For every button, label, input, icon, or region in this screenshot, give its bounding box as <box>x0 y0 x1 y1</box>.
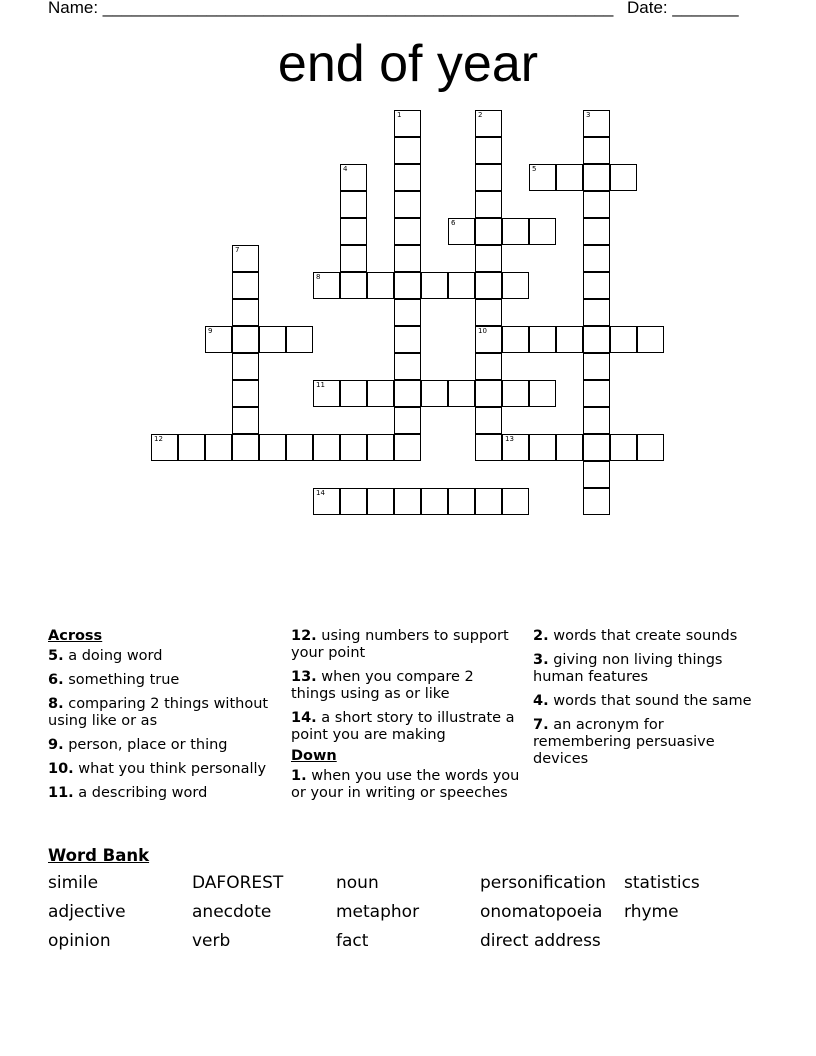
crossword-cell[interactable] <box>529 380 556 407</box>
cell-number: 2 <box>478 111 483 119</box>
crossword-cell[interactable] <box>178 434 205 461</box>
crossword-cell[interactable] <box>502 488 529 515</box>
crossword-cell[interactable] <box>394 326 421 353</box>
word-bank-item: metaphor <box>336 902 420 922</box>
crossword-cell[interactable] <box>502 380 529 407</box>
crossword-cell[interactable] <box>475 218 502 245</box>
crossword-cell[interactable] <box>421 380 448 407</box>
cell-number: 10 <box>478 327 487 335</box>
crossword-cell[interactable] <box>232 299 259 326</box>
clue-across-14 <box>291 710 523 744</box>
crossword-cell[interactable] <box>448 218 475 245</box>
clue-across-6 <box>48 672 278 689</box>
word-bank-heading: Word Bank <box>48 846 150 865</box>
crossword-cell[interactable] <box>394 434 421 461</box>
word-bank-item: simile <box>48 873 99 893</box>
clues-column-2 <box>291 628 523 809</box>
clue-across-8 <box>48 696 278 730</box>
crossword-cell[interactable] <box>637 434 664 461</box>
crossword-cell[interactable] <box>313 434 340 461</box>
crossword-cell[interactable] <box>475 353 502 380</box>
clue-text: when you compare 2 things using as or like <box>291 669 474 702</box>
word-bank-item: verb <box>192 931 231 951</box>
crossword-cell[interactable] <box>475 110 502 137</box>
crossword-cell[interactable] <box>340 218 367 245</box>
crossword-cell[interactable] <box>475 326 502 353</box>
cell-number: 7 <box>235 246 240 254</box>
crossword-cell[interactable] <box>340 164 367 191</box>
clue-number: 3. <box>533 652 549 668</box>
clue-across-10 <box>48 761 278 778</box>
clue-number: 5. <box>48 648 64 664</box>
word-bank-item: anecdote <box>192 902 272 922</box>
crossword-cell[interactable] <box>340 245 367 272</box>
crossword-cell[interactable] <box>394 164 421 191</box>
crossword-cell[interactable] <box>394 407 421 434</box>
crossword-cell[interactable] <box>286 434 313 461</box>
clue-down-4 <box>533 693 765 710</box>
clue-down-2 <box>533 628 765 645</box>
clue-text: a doing word <box>68 648 163 664</box>
crossword-cell[interactable] <box>610 434 637 461</box>
crossword-cell[interactable] <box>232 434 259 461</box>
crossword-cell[interactable] <box>421 272 448 299</box>
crossword-cell[interactable] <box>367 380 394 407</box>
clues-column-3 <box>533 628 765 775</box>
clue-text: a short story to illustrate a point you are making <box>291 710 515 743</box>
crossword-cell[interactable] <box>583 272 610 299</box>
clue-number: 10. <box>48 761 74 777</box>
clue-number: 1. <box>291 768 307 784</box>
crossword-cell[interactable] <box>502 326 529 353</box>
crossword-cell[interactable] <box>448 380 475 407</box>
clues-column-1 <box>48 628 278 809</box>
crossword-cell[interactable] <box>556 164 583 191</box>
crossword-cell[interactable] <box>394 218 421 245</box>
clue-down-7 <box>533 717 765 768</box>
crossword-cell[interactable] <box>583 110 610 137</box>
crossword-cell[interactable] <box>340 272 367 299</box>
crossword-cell[interactable] <box>475 245 502 272</box>
word-bank-item: onomatopoeia <box>480 902 603 922</box>
crossword-cell[interactable] <box>340 434 367 461</box>
cell-number: 12 <box>154 435 163 443</box>
clue-text: giving non living things human features <box>533 652 723 685</box>
crossword-cell[interactable] <box>313 380 340 407</box>
crossword-cell[interactable] <box>394 272 421 299</box>
crossword-cell[interactable] <box>583 353 610 380</box>
clue-across-11 <box>48 785 278 802</box>
cell-number: 6 <box>451 219 456 227</box>
cell-number: 8 <box>316 273 321 281</box>
crossword-cell[interactable] <box>583 191 610 218</box>
crossword-cell[interactable] <box>340 488 367 515</box>
crossword-cell[interactable] <box>583 461 610 488</box>
clue-number: 6. <box>48 672 64 688</box>
crossword-cell[interactable] <box>583 137 610 164</box>
cell-number: 1 <box>397 111 402 119</box>
clue-number: 4. <box>533 693 549 709</box>
crossword-cell[interactable] <box>502 218 529 245</box>
crossword-cell[interactable] <box>232 380 259 407</box>
crossword-cell[interactable] <box>583 380 610 407</box>
crossword-cell[interactable] <box>529 326 556 353</box>
crossword-cell[interactable] <box>610 326 637 353</box>
clue-text: person, place or thing <box>68 737 228 753</box>
name-field: Name: ______________________________________________________ <box>48 0 614 17</box>
crossword-cell[interactable] <box>475 380 502 407</box>
cell-number: 4 <box>343 165 348 173</box>
crossword-cell[interactable] <box>475 299 502 326</box>
clue-number: 9. <box>48 737 64 753</box>
crossword-cell[interactable] <box>583 407 610 434</box>
cell-number: 3 <box>586 111 591 119</box>
clue-across-12 <box>291 628 523 662</box>
clue-number: 7. <box>533 717 549 733</box>
crossword-cell[interactable] <box>367 488 394 515</box>
crossword-cell[interactable] <box>394 299 421 326</box>
date-field: Date: _______ <box>627 0 739 17</box>
crossword-cell[interactable] <box>232 245 259 272</box>
word-bank-item: rhyme <box>624 902 679 922</box>
clue-across-5 <box>48 648 278 665</box>
page-title: end of year <box>277 35 539 93</box>
crossword-cell[interactable] <box>232 353 259 380</box>
across-heading: Across <box>48 628 103 644</box>
crossword-cell[interactable] <box>313 488 340 515</box>
crossword-cell[interactable] <box>259 326 286 353</box>
crossword-cell[interactable] <box>205 326 232 353</box>
crossword-cell[interactable] <box>583 245 610 272</box>
clue-text: comparing 2 things without using like or as <box>48 696 269 729</box>
clue-number: 13. <box>291 669 317 685</box>
clue-text: words that create sounds <box>553 628 738 644</box>
word-bank-item: direct address <box>480 931 601 951</box>
clue-text: a describing word <box>78 785 208 801</box>
clue-text: when you use the words you or your in writing or speeches <box>291 768 520 801</box>
crossword-cell[interactable] <box>529 164 556 191</box>
crossword-cell[interactable] <box>583 326 610 353</box>
crossword-cell[interactable] <box>475 407 502 434</box>
down-heading: Down <box>291 748 337 764</box>
clue-across-13 <box>291 669 523 703</box>
crossword-cell[interactable] <box>448 488 475 515</box>
clue-text: using numbers to support your point <box>291 628 509 661</box>
crossword-cell[interactable] <box>502 434 529 461</box>
crossword-cell[interactable] <box>529 434 556 461</box>
clue-down-3 <box>533 652 765 686</box>
crossword-cell[interactable] <box>583 434 610 461</box>
clue-number: 12. <box>291 628 317 644</box>
word-bank <box>48 873 768 951</box>
clue-text: something true <box>68 672 180 688</box>
crossword-cell[interactable] <box>583 488 610 515</box>
cell-number: 5 <box>532 165 537 173</box>
crossword-cell[interactable] <box>475 164 502 191</box>
cell-number: 14 <box>316 489 325 497</box>
crossword-cell[interactable] <box>475 488 502 515</box>
crossword-cell[interactable] <box>475 137 502 164</box>
crossword-cell[interactable] <box>259 434 286 461</box>
word-bank-item: opinion <box>48 931 111 951</box>
crossword-cell[interactable] <box>367 272 394 299</box>
crossword-cell[interactable] <box>475 272 502 299</box>
crossword-cell[interactable] <box>394 245 421 272</box>
word-bank-item: DAFOREST <box>192 873 284 893</box>
crossword-cell[interactable] <box>394 137 421 164</box>
word-bank-item: noun <box>336 873 379 893</box>
clue-number: 14. <box>291 710 317 726</box>
crossword-cell[interactable] <box>637 326 664 353</box>
crossword-cell[interactable] <box>583 299 610 326</box>
crossword-cell[interactable] <box>151 434 178 461</box>
word-bank-item: adjective <box>48 902 126 922</box>
word-bank-item: fact <box>336 931 369 951</box>
crossword-cell[interactable] <box>583 218 610 245</box>
clue-down-1 <box>291 768 523 802</box>
crossword-cell[interactable] <box>313 272 340 299</box>
crossword-cell[interactable] <box>394 380 421 407</box>
clue-text: words that sound the same <box>553 693 752 709</box>
clue-text: an acronym for remembering persuasive devices <box>533 717 715 767</box>
crossword-cell[interactable] <box>475 191 502 218</box>
crossword-cell[interactable] <box>556 326 583 353</box>
crossword-cell[interactable] <box>394 191 421 218</box>
crossword-cell[interactable] <box>232 407 259 434</box>
crossword-cell[interactable] <box>421 488 448 515</box>
word-bank-item: statistics <box>624 873 700 893</box>
clue-text: what you think personally <box>78 761 267 777</box>
word-bank-item: personification <box>480 873 607 893</box>
crossword-cell[interactable] <box>340 191 367 218</box>
clue-across-9 <box>48 737 278 754</box>
cell-number: 11 <box>316 381 325 389</box>
crossword-cell[interactable] <box>367 434 394 461</box>
crossword-cell[interactable] <box>286 326 313 353</box>
crossword-cell[interactable] <box>610 164 637 191</box>
crossword-cell[interactable] <box>340 380 367 407</box>
crossword-cell[interactable] <box>394 110 421 137</box>
crossword-cell[interactable] <box>502 272 529 299</box>
crossword-cell[interactable] <box>232 272 259 299</box>
crossword-cell[interactable] <box>475 434 502 461</box>
clue-number: 2. <box>533 628 549 644</box>
crossword-cell[interactable] <box>394 353 421 380</box>
crossword-cell[interactable] <box>448 272 475 299</box>
crossword-cell[interactable] <box>205 434 232 461</box>
clue-number: 11. <box>48 785 74 801</box>
cell-number: 13 <box>505 435 514 443</box>
crossword-cell[interactable] <box>529 218 556 245</box>
crossword-cell[interactable] <box>583 164 610 191</box>
crossword-cell[interactable] <box>556 434 583 461</box>
crossword-cell[interactable] <box>232 326 259 353</box>
crossword-cell[interactable] <box>394 488 421 515</box>
clue-number: 8. <box>48 696 64 712</box>
cell-number: 9 <box>208 327 213 335</box>
